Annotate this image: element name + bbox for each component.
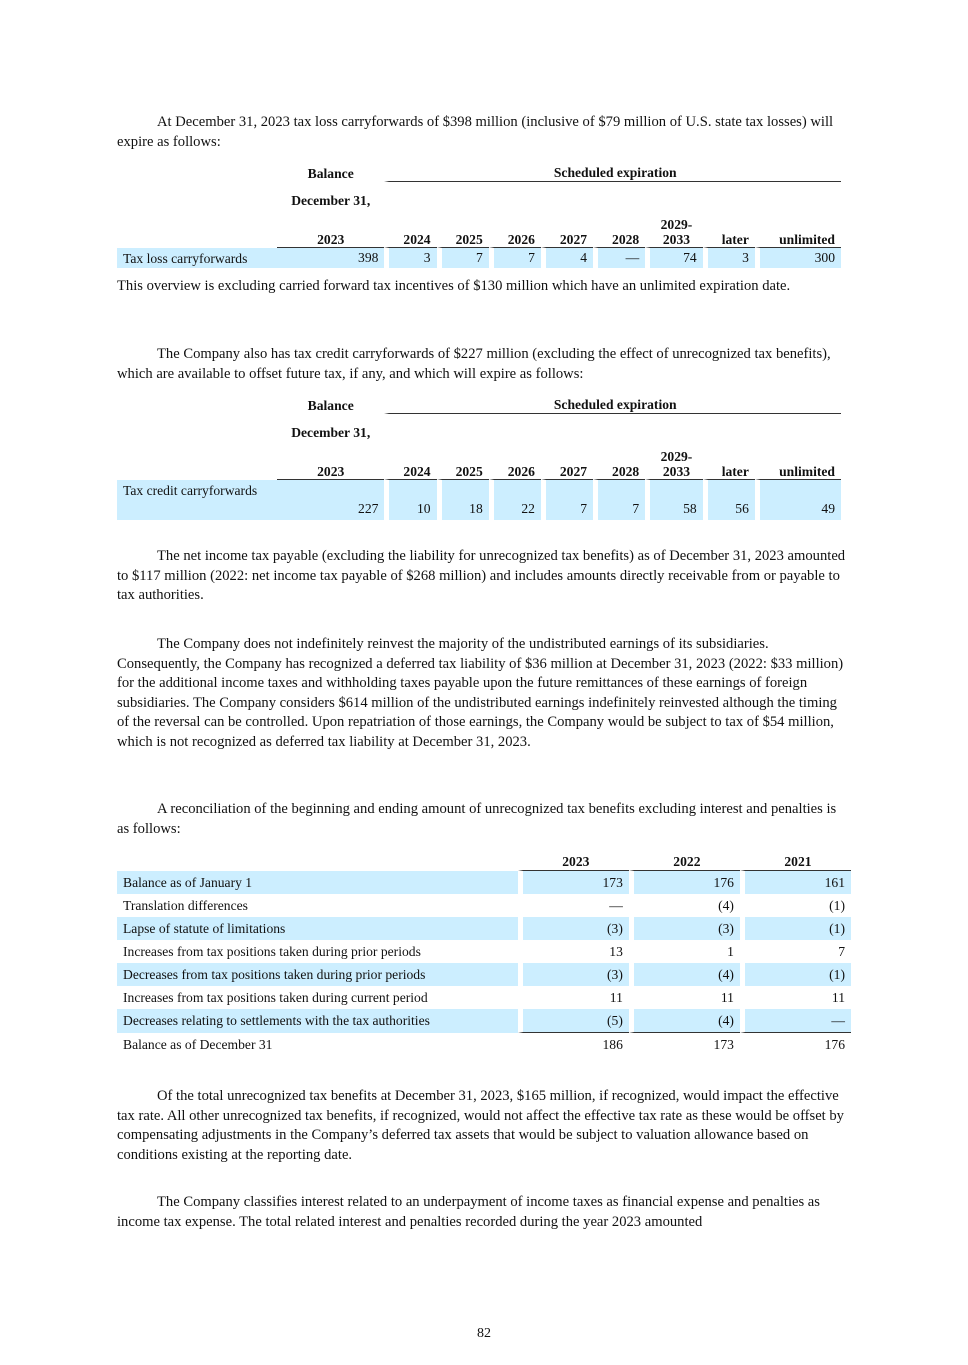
paragraph-interest-penalties: The Company classifies interest related to an underpayment of income taxes as financial expense and penalties as income tax expense. The total related interest and penalties recorded during the year 2023 amounted xyxy=(117,1194,820,1230)
header-scheduled-expiration: Scheduled expiration xyxy=(384,396,841,414)
cell-value: 3 xyxy=(703,248,755,268)
column-header: 2023 xyxy=(277,441,384,480)
cell-value: (1) xyxy=(740,963,851,986)
cell-value: 227 xyxy=(277,480,384,520)
column-header: 2023 xyxy=(518,848,629,871)
cell-value: 7 xyxy=(740,940,851,963)
cell-value: 74 xyxy=(645,248,703,268)
header-spacer xyxy=(384,182,841,209)
row-label: Increases from tax positions taken during prior periods xyxy=(123,943,421,959)
header-balance: Balance xyxy=(307,398,354,413)
cell-value: 173 xyxy=(518,871,629,894)
row-label: Tax loss carryforwards xyxy=(117,248,277,268)
cell-value: 7 xyxy=(437,248,489,268)
header-spacer xyxy=(117,396,277,414)
cell-value: 186 xyxy=(518,1033,629,1056)
column-header: 2028 xyxy=(593,209,645,248)
header-row-december xyxy=(117,182,841,209)
paragraph-reconciliation-intro: A reconciliation of the beginning and ending amount of unrecognized tax benefits excluding interest and penalties is as follows: xyxy=(117,801,837,837)
row-label: Lapse of statute of limitations xyxy=(117,917,518,940)
column-header: 2024 xyxy=(384,441,436,480)
paragraph-tax-credit-intro: The Company also has tax credit carryforwards of $227 million (excluding the effect of unrecognized tax benefits), which are available to offset future tax, if any, and which will expire as follows: xyxy=(117,346,831,382)
row-label: Balance as of January 1 xyxy=(117,871,518,894)
paragraph-unrecognized-benefits: Of the total unrecognized tax benefits at December 31, 2023, $165 million, if recognized, would impact the effective tax rate. All other unrecognized tax benefits, if recognized, would not affect the effective tax rate as these would be offset by compensating adjustments in the Company’s deferred tax assets that would be subject to valuation allowance based on conditions existing at the reporting date. xyxy=(117,1088,844,1163)
header-spacer xyxy=(117,848,518,871)
column-header: unlimited xyxy=(755,441,841,480)
column-header: 2021 xyxy=(740,848,851,871)
cell-value: 10 xyxy=(384,480,436,520)
cell-value: (1) xyxy=(740,894,851,917)
header-spacer xyxy=(117,182,277,209)
column-header: unlimited xyxy=(755,209,841,248)
cell-value: (3) xyxy=(518,963,629,986)
cell-value: 1 xyxy=(629,940,740,963)
header-spacer xyxy=(117,441,277,480)
cell-value: 11 xyxy=(518,986,629,1009)
cell-value: — xyxy=(518,894,629,917)
row-label: Decreases relating to settlements with the tax authorities xyxy=(117,1009,518,1033)
cell-value: 4 xyxy=(541,248,593,268)
header-spacer xyxy=(117,164,277,182)
header-balance: Balance xyxy=(307,166,354,181)
column-header: later xyxy=(703,441,755,480)
cell-value: 18 xyxy=(437,480,489,520)
column-header: 2025 xyxy=(437,441,489,480)
unrecognized-tax-benefits-table xyxy=(117,848,851,1056)
cell-value: 300 xyxy=(755,248,841,268)
header-spacer xyxy=(117,209,277,248)
header-spacer xyxy=(384,414,841,441)
data-row xyxy=(117,248,841,268)
table-row xyxy=(117,1033,851,1056)
paragraph-undistributed-earnings: The Company does not indefinitely reinvest the majority of the undistributed earnings of its subsidiaries. Consequently, the Company has recognized a deferred tax liability of $36 million at December 31, 2023 (2022: $33 million) for the additional income taxes and withholding taxes payable upon the future remittances of these earnings of foreign subsidiaries. The Company considers $614 million of the undistributed earnings indefinitely reinvested although the timing of the reversal can be controlled. Upon repatriation of those earnings, the Company would be subject to tax of $54 million, which is not recognized as deferred tax liability at December 31, 2023. xyxy=(117,636,844,750)
row-label: Tax credit carryforwards xyxy=(117,480,277,520)
cell-value: 22 xyxy=(489,480,541,520)
row-label: Increases from tax positions taken during current period xyxy=(123,989,428,1005)
cell-value: — xyxy=(740,1009,851,1033)
column-header: 2024 xyxy=(384,209,436,248)
column-header: 2022 xyxy=(629,848,740,871)
paragraph-income-tax-payable: The net income tax payable (excluding the liability for unrecognized tax benefits) as of December 31, 2023 amounted to $117 million (2022: net income tax payable of $268 million) and includes amounts directly receivable from or payable to tax authorities. xyxy=(117,548,846,603)
cell-value: 13 xyxy=(518,940,629,963)
header-row-balance xyxy=(117,164,841,182)
cell-value: 7 xyxy=(489,248,541,268)
header-spacer xyxy=(117,414,277,441)
header-scheduled-expiration: Scheduled expiration xyxy=(384,164,841,182)
column-header: 2029- 2033 xyxy=(645,441,703,480)
paragraph-tax-loss-intro: At December 31, 2023 tax loss carryforwards of $398 million (inclusive of $79 million of U.S. state tax losses) will expire as follows: xyxy=(117,114,834,150)
header-row-december xyxy=(117,414,841,441)
table-row xyxy=(117,986,851,1009)
cell-value: 398 xyxy=(277,248,384,268)
cell-value: (3) xyxy=(629,917,740,940)
cell-value: 58 xyxy=(645,480,703,520)
cell-value: (4) xyxy=(629,963,740,986)
row-label: Balance as of December 31 xyxy=(123,1036,273,1052)
header-row-balance xyxy=(117,396,841,414)
table-row xyxy=(117,917,851,940)
column-header: 2029- 2033 xyxy=(645,209,703,248)
cell-value: (1) xyxy=(740,917,851,940)
column-header: 2025 xyxy=(437,209,489,248)
tax-credit-carryforwards-table xyxy=(117,396,841,520)
row-label: Translation differences xyxy=(123,897,248,913)
row-label: Decreases from tax positions taken during prior periods xyxy=(117,963,518,986)
header-row-years xyxy=(117,441,841,480)
cell-value: — xyxy=(593,248,645,268)
column-header: 2026 xyxy=(489,441,541,480)
column-header: 2026 xyxy=(489,209,541,248)
cell-value: 176 xyxy=(740,1033,851,1056)
cell-value: 11 xyxy=(740,986,851,1009)
column-header: later xyxy=(703,209,755,248)
table-row xyxy=(117,871,851,894)
header-row-years xyxy=(117,209,841,248)
column-header: 2028 xyxy=(593,441,645,480)
column-header: 2027 xyxy=(541,441,593,480)
cell-value: 176 xyxy=(629,871,740,894)
tax-loss-carryforwards-table xyxy=(117,164,841,268)
cell-value: (5) xyxy=(518,1009,629,1033)
cell-value: (4) xyxy=(629,1009,740,1033)
cell-value: 11 xyxy=(629,986,740,1009)
column-header: 2023 xyxy=(277,209,384,248)
table-row xyxy=(117,940,851,963)
header-row xyxy=(117,848,851,871)
table-row xyxy=(117,963,851,986)
cell-value: (3) xyxy=(518,917,629,940)
paragraph-tax-incentives: This overview is excluding carried forward tax incentives of $130 million which have an unlimited expiration date. xyxy=(117,278,791,294)
data-row xyxy=(117,480,841,520)
table-row xyxy=(117,894,851,917)
cell-value: 7 xyxy=(541,480,593,520)
header-december: December 31, xyxy=(291,425,371,440)
cell-value: 49 xyxy=(755,480,841,520)
page-number: 82 xyxy=(477,1326,491,1341)
table-row xyxy=(117,1009,851,1033)
cell-value: 3 xyxy=(384,248,436,268)
cell-value: 7 xyxy=(593,480,645,520)
column-header: 2027 xyxy=(541,209,593,248)
cell-value: (4) xyxy=(629,894,740,917)
cell-value: 56 xyxy=(703,480,755,520)
cell-value: 173 xyxy=(629,1033,740,1056)
cell-value: 161 xyxy=(740,871,851,894)
header-december: December 31, xyxy=(291,193,371,208)
